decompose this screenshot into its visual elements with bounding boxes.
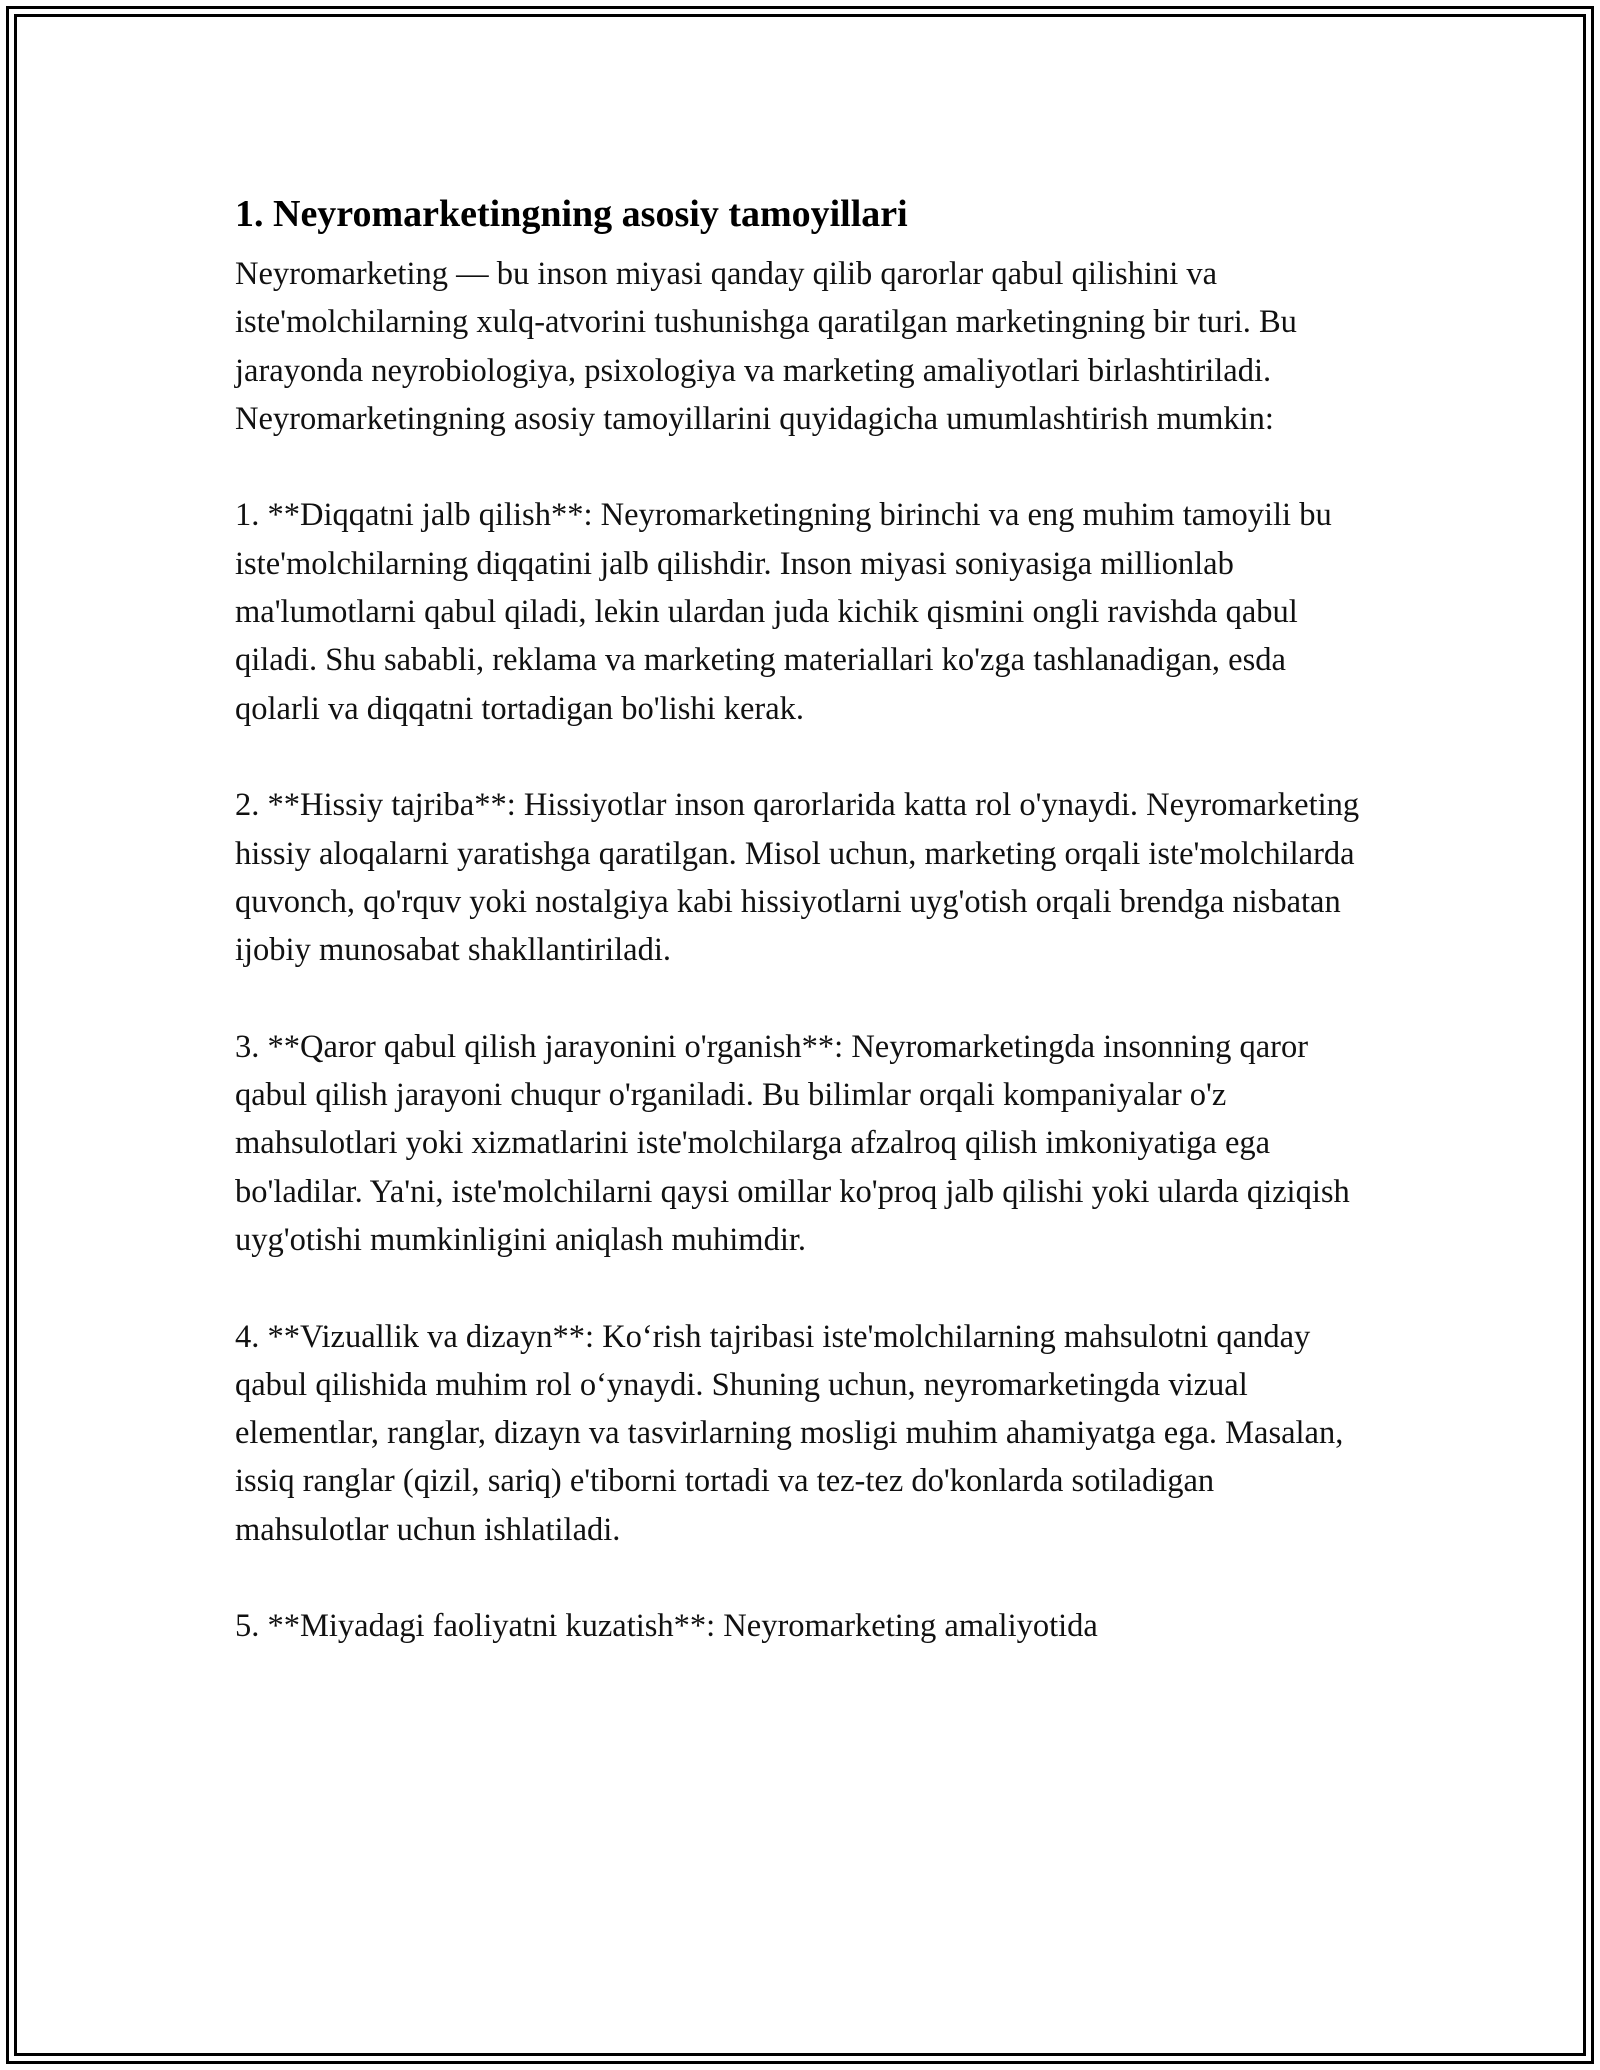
principle-brain-activity-paragraph: 5. **Miyadagi faoliyatni kuzatish**: Neyromarketing amaliyotida: [235, 1608, 1098, 1645]
principle-decision-paragraph: 3. **Qaror qabul qilish jarayonini o'rganish**: Neyromarketingda insonning qaror qabul qilish jarayoni chuqur o'rganiladi. Bu bilimlar orqali kompaniyalar o'z mahsulotlari yoki xizmatlarini iste'molchilarga afzalroq qilish imkoniyatiga ega bo'ladilar. Ya'ni, iste'molchilarni qaysi omillar ko'proq jalb qilishi yoki ularda qiziqish uyg'otishi mumkinligini aniqlash muhimdir.: [235, 1028, 1350, 1258]
principle-visual-paragraph: 4. **Vizuallik va dizayn**: Ko‘rish tajribasi iste'molchilarning mahsulotni qanday qabul qilishida muhim rol o‘ynaydi. Shuning uchun, neyromarketingda vizual elementlar, ranglar, dizayn va tasvirlarning mosligi muhim ahamiyatga ega. Masalan, issiq ranglar (qizil, sariq) e'tiborni tortadi va tez-tez do'konlarda sotiladigan mahsulotlar uchun ishlatiladi.: [235, 1318, 1344, 1548]
principle-emotion-paragraph: 2. **Hissiy tajriba**: Hissiyotlar inson qarorlarida katta rol o'ynaydi. Neyromarketing hissiy aloqalarni yaratishga qaratilgan. Misol uchun, marketing orqali iste'molchilarda quvonch, qo'rquv yoki nostalgiya kabi hissiyotlarni uyg'otish orqali brendga nisbatan ijobiy munosabat shakllantiriladi.: [235, 787, 1360, 969]
section-heading: 1. Neyromarketingning asosiy tamoyillari: [235, 193, 908, 235]
document-body: [235, 184, 1375, 1651]
principle-attention-paragraph: 1. **Diqqatni jalb qilish**: Neyromarketingning birinchi va eng muhim tamoyili bu iste'molchilarning diqqatini jalb qilishdir. Inson miyasi soniyasiga millionlab ma'lumotlarni qabul qiladi, lekin ulardan juda kichik qismini ongli ravishda qabul qiladi. Shu sababli, reklama va marketing materiallari ko'zga tashlanadigan, esda qolarli va diqqatni tortadigan bo'lishi kerak.: [235, 497, 1332, 727]
intro-paragraph: Neyromarketing — bu inson miyasi qanday qilib qarorlar qabul qilishini va iste'molchilarning xulq-atvorini tushunishga qaratilgan marketingning bir turi. Bu jarayonda neyrobiologiya, psixologiya va marketing amaliyotlari birlashtiriladi. Neyromarketingning asosiy tamoyillarini quyidagicha umumlashtirish mumkin:: [235, 256, 1297, 437]
